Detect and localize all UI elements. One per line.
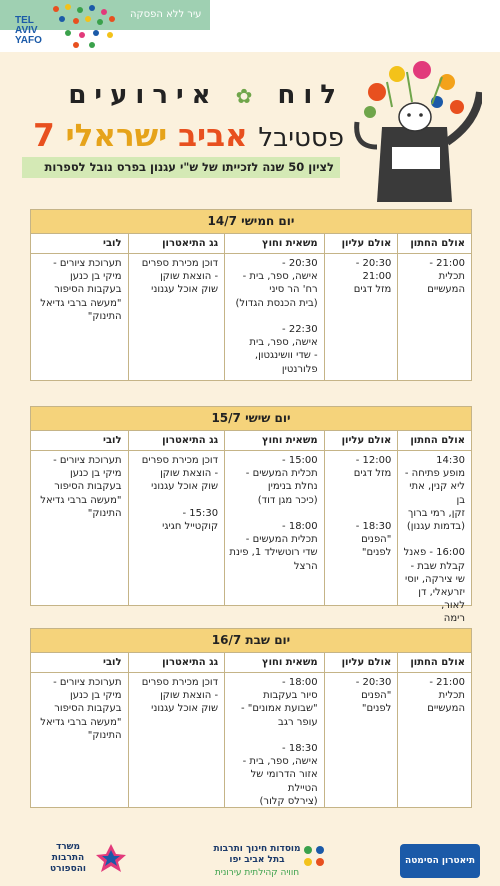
schedule-cell: תערוכת ציורים - מיקי בן כנען בעקבות הסיפור "מעשה ברבי גדיאל התינוק" — [40, 677, 122, 741]
schedule-row — [31, 451, 471, 625]
schedule-row — [31, 254, 471, 380]
schedule-cell: 12:00 - מזל דגים 18:30 - "הפנים לפנים" — [324, 451, 398, 605]
col-header: לובי — [31, 234, 128, 254]
education-centers-name: מוסדות חינוך ותרבות בתל אביב יפו — [213, 844, 301, 865]
col-header: אולם עליון — [324, 234, 398, 254]
day-schedule-saturday — [30, 628, 472, 808]
festival-title: פסטיבל אביב ישראלי 7 — [33, 118, 344, 154]
col-header: אולם החתון — [397, 234, 471, 254]
column-headers — [31, 653, 471, 673]
col-header: לובי — [31, 431, 128, 451]
schedule-cell: דוכן מכירת ספרים - הוצאת שוקן שוק אוכל עגנוני 15:30 - קוקטייל חגיגי — [128, 451, 225, 605]
day-title: יום שבת 16/7 — [31, 629, 471, 653]
schedule-row — [31, 673, 471, 807]
schedule-cell: 20:30 - אישה, ספר, בית - רח' הר סיני (בית הכנסת הגדול) 22:30 - אישה, ספר, בית - שדי וושינגטון, פלורנטין — [224, 254, 324, 380]
education-centers-logo-icon — [302, 844, 326, 868]
watering-can-flowers-illustration — [352, 52, 482, 212]
col-header: גג התיאטרון — [128, 431, 225, 451]
column-headers — [31, 234, 471, 254]
schedule-cell: 14:30 מופע פתיחה - ליא קנין, אתי בן זקן, רמי ברוך (בדמות עגנון) 16:00 - פאנל קבלת שבת - שי צירקה, יוסי יזרעאלי, דן לאור, רימה — [397, 451, 471, 605]
schedule-cell: דוכן מכירת ספרים - הוצאת שוקן שוק אוכל עגנוני — [128, 673, 225, 807]
schedule-cell: 21:00 - תכלית המעשיים — [397, 254, 471, 380]
day-title: יום חמישי 14/7 — [31, 210, 471, 234]
col-header: אולם החתון — [397, 653, 471, 673]
day-schedule-friday — [30, 406, 472, 625]
schedule-cell: תערוכת ציורים - מיקי בן כנען בעקבות הסיפור "מעשה ברבי גדיאל התינוק" — [40, 258, 122, 322]
top-bar — [0, 0, 500, 52]
col-header: אולם עליון — [324, 431, 398, 451]
col-header: גג התיאטרון — [128, 234, 225, 254]
tagline: עיר ללא הפסקה — [130, 9, 202, 20]
col-header: אולם עליון — [324, 653, 398, 673]
ministry-logo-icon — [96, 842, 126, 872]
col-header: משאית וחוץ — [224, 653, 324, 673]
col-header: לובי — [31, 653, 128, 673]
col-header: גג התיאטרון — [128, 653, 225, 673]
schedule-cell: תערוכת ציורים - מיקי בן כנען בעקבות הסיפור "מעשה ברבי גדיאל התינוק" — [40, 455, 122, 519]
schedule-cell: 20:30 - "הפנים לפנים" — [324, 673, 398, 807]
schedule-cell: דוכן מכירת ספרים - הוצאת שוקן שוק אוכל עגנוני — [128, 254, 225, 380]
education-centers-sub: חוויה קהילתית עירונית — [214, 868, 300, 878]
tel-aviv-logo[interactable] — [15, 4, 120, 48]
col-header: אולם החתון — [397, 431, 471, 451]
col-header: משאית וחוץ — [224, 431, 324, 451]
title-block — [26, 80, 344, 157]
subtitle-banner: לציון 50 שנה לזכייתו של ש"י עגנון בפרס נובל לספרות — [22, 157, 340, 178]
schedule-cell: 18:00 - סיור בעקבות "שבועת אמונים" - עופר רגב 18:30 - אישה, ספר, בית - אזור הדרומי של הטיילת (צירלס קלור) — [224, 673, 324, 807]
schedule-cell: 15:00 - תכלית המעשים - נחלת בנימין (כיכר מגן דוד) 18:00 - תכלית המעשים - שדי רוטשילד 1, פינת הרצל — [224, 451, 324, 605]
board-title: לוח ✿ אירועים — [68, 80, 344, 110]
flower-icon: ✿ — [235, 84, 261, 108]
day-title: יום שישי 15/7 — [31, 407, 471, 431]
logo-text: TEL AVIV YAFO — [15, 15, 42, 46]
schedule-cell: 21:00 - תכלית המעשיים — [397, 673, 471, 807]
theater-logo: תיאטרון הסימטה — [400, 844, 480, 878]
ministry-name: משרד התרבות והספורט — [50, 842, 86, 874]
col-header: משאית וחוץ — [224, 234, 324, 254]
day-schedule-thursday — [30, 209, 472, 381]
sponsor-footer — [0, 820, 500, 886]
column-headers — [31, 431, 471, 451]
schedule-cell: 20:30 - 21:00 מזל דגים — [324, 254, 398, 380]
